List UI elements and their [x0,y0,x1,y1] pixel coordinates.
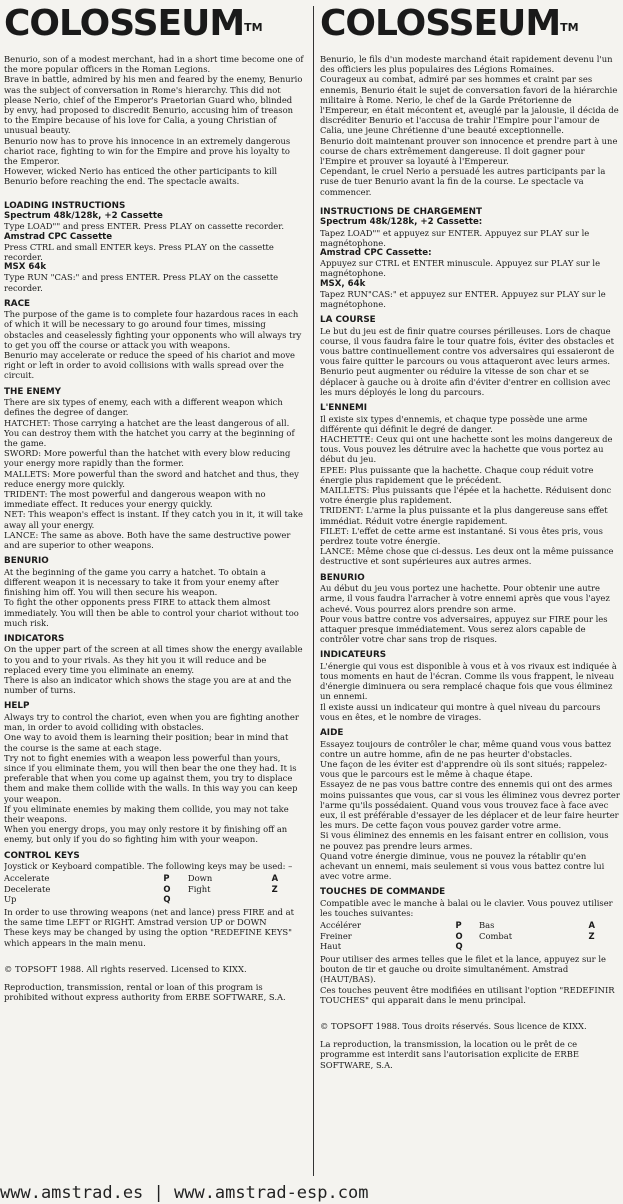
help-text: Always try to control the chariot, even when you are fighting another man, in order to avoid colliding with obstacles. [4,711,299,733]
race-text: Benurio may accelerate or reduce the speed of his chariot and move right or left in order to avoid collisions with walls spread over the circuit. [4,350,296,381]
enemy-text: Il existe six types d'ennemis, et chaque type possède une arme différente qui définit le degré de danger. [320,413,588,434]
help-text: Une façon de les éviter est d'apprendre où ils sont situés; rappelez-vous que le parcours est le même à chaque étape. [320,758,608,780]
race-text: Le but du jeu est de finir quatre courses périlleuses. Lors de chaque course, il vous faudra faire le tour quatre fois, éviter des obstacles et vous battre continuellement contre vos adversaires qui essaieront de vous faire quitter le parcours ou vous attaqueront avec leurs armes. [320,325,615,367]
intro-paragraph: Courageux au combat, admiré par ses hommes et craint par ses ennemis, Benurio était le sujet de conversation favori de la hiérarchie militaire à Rome. Nerio, le chef de la Garde Prétorienne de l'Empereur, en était mécontent et, aveuglé par la jalousie, il décida de discréditer Benurio et l'accusa de trahir l'Empire pour l'amour de Calia, une jeune Chrétienne d'une beauté exceptionnelle. [320,74,619,136]
website-footer: www.amstrad.es | www.amstrad-esp.com [0,1182,623,1204]
loading-heading: INSTRUCTIONS DE CHARGEMENT [320,206,482,217]
controls-text: Pour utiliser des armes telles que le filet et la lance, appuyez sur le bouton de tir et gauche ou droite simultanément. Amstrad (HAUT/BAS). [320,953,606,985]
control-keys-table [320,920,610,951]
controls-text: These keys may be changed by using the option "REDEFINE KEYS" which appears in the main menu. [4,927,292,948]
spectrum-title: Spectrum 48k/128k, +2 Cassette [4,211,163,222]
enemy-heading: THE ENEMY [4,386,61,397]
enemy-weapon-lance: LANCE: Même chose que ci-dessus. Les deux ont la même puissance destructive et sont supérieures aux autres armes. [320,546,614,567]
enemy-weapon-trident: TRIDENT: The most powerful and dangerous weapon with no immediate effect. It reduces your energy quickly. [4,489,266,510]
table-row: Freiner O Combat Z [320,930,595,941]
enemy-weapon-lance: LANCE: The same as above. Both have the same destructive power and are superior to other weapons. [4,529,291,551]
intro-paragraph: Cependant, le cruel Nerio a persuadé les autres participants par la ruse de tuer Benurio avant la fin de la course. Le spectacle va commencer. [320,166,606,197]
enemy-heading: L'ENNEMI [320,403,368,414]
msx-title: MSX, 64k [320,278,366,289]
help-text: If you eliminate enemies by making them collide, you may not take their weapons. [4,803,289,824]
benurio-text: Au début du jeu vous portez une hachette. Pour obtenir une autre arme, il vous faudra l'arracher à votre ennemi après que vous l'ayez achevé. Vous pourrez alors prendre son arme. [320,583,610,614]
intro-paragraph: Benurio, son of a modest merchant, had in a short time become one of the more popular officers in the Roman Legions. [4,54,304,75]
copyright-notice: © TOPSOFT 1988. Tous droits réservés. Sous licence de KIXX. [320,1020,587,1031]
french-column [320,4,620,1179]
spectrum-text: Tapez LOAD"" et appuyez sur ENTER. Appuyez sur PLAY sur le magnétophone. [320,227,590,248]
controls-text: Ces touches peuvent être modifiées en utilisant l'option "REDEFINIR TOUCHES" qui apparait dans le menu principal. [320,984,615,1005]
game-title: COLOSSEUM™ [320,4,579,44]
intro-paragraph: Brave in battle, admired by his men and feared by the enemy, Benurio was the subject of conversation in Rome's hierarchy. This did not please Nerio, chief of the Emperor's Praetorian Guard who, blinded by envy, had proposed to discredit Benurio, accusing him of treason to the Empire because of his love for Calia, a young Christian of unusual beauty. [4,74,303,136]
help-text: When you energy drops, you may only restore it by finishing off an enemy, but only if you do so fighting him with your weapon. [4,824,288,845]
game-title: COLOSSEUM™ [4,4,263,44]
legal-notice: La reproduction, la transmission, la location ou le prêt de ce programme est interdit sans l'autorisation explicite de ERBE SOFTWARE, S.A. [320,1039,579,1070]
indicators-text: Il existe aussi un indicateur qui montre à quel niveau du parcours vous en êtes, et le nombre de virages. [320,701,601,722]
controls-intro: Joystick or Keyboard compatible. The following keys may be used: – [4,861,293,872]
help-text: Si vous éliminez des ennemis en les faisant entrer en collision, vous ne pouvez pas prendre leurs armes. [320,830,609,851]
msx-text: Type RUN "CAS:" and press ENTER. Press PLAY on the cassette recorder. [4,272,279,293]
race-text: Benurio peut augmenter ou réduire la vitesse de son char et se déplacer à gauche ou à droite afin d'éviter d'entrer en collision avec les murs déployés le long du parcours. [320,366,611,397]
benurio-heading: BENURIO [4,556,49,567]
table-row: Accelerate P Down A [4,873,279,884]
help-text: Essayez toujours de contrôler le char, même quand vous vous battez contre un autre homme, afin de ne pas heurter d'obstacles. [320,738,612,759]
table-row: Up Q [4,893,171,904]
intro-paragraph: Benurio now has to prove his innocence in an extremely dangerous chariot race, fighting to win for the Empire and prove his loyalty to the Emperor. [4,135,291,167]
help-text: One way to avoid them is learning their position; bear in mind that the course is the same at each stage. [4,732,289,753]
enemy-weapon-hatchet: HATCHET: Those carrying a hatchet are the least dangerous of all. You can destroy them with the hatchet you carry at the beginning of the game. [4,417,295,448]
control-keys-table [4,873,294,904]
column-divider [313,6,314,1176]
msx-text: Tapez RUN"CAS:" et appuyez sur ENTER. Appuyez sur PLAY sur le magnétophone. [320,288,606,309]
help-text: Try not to fight enemies with a weapon less powerful than yours, since if you eliminate them, you will then bear the one they had. It is preferable that when you come up against them, you try to displace them and make them collide with the walls. In this way you can keep your weapon. [4,752,298,804]
indicators-heading: INDICATORS [4,633,65,644]
enemy-weapon-hatchet: HACHETTE: Ceux qui ont une hachette sont les moins dangereux de tous. Vous pouvez les détruire avec la hachette que vous portez au début du jeu. [320,434,613,465]
indicators-text: L'énergie qui vous est disponible à vous et à vos rivaux est indiquée à tous moments en haut de l'écran. Comme ils vous frappent, le niveau d'énergie diminuera ou sera remplacé chaque fois que vous éliminez un ennemi. [320,660,617,702]
enemy-weapon-mallets: MAILLETS: Plus puissants que l'épée et la hachette. Réduisent donc votre énergie plus rapidement. [320,485,612,506]
amstrad-title: Amstrad CPC Cassette [4,231,113,242]
table-row: Accélérer P Bas A [320,920,596,931]
enemy-weapon-net: FILET: L'effet de cette arme est instantané. Si vous êtes pris, vous perdrez toute votre énergie. [320,525,603,547]
race-heading: LA COURSE [320,315,376,326]
legal-notice: Reproduction, transmission, rental or loan of this program is prohibited without express authority from ERBE SOFTWARE, S.A. [4,981,286,1003]
enemy-weapon-net: NET: This weapon's effect is instant. If they catch you in it, it will take away all your energy. [4,509,303,530]
intro-paragraph: However, wicked Nerio has enticed the other participants to kill Benurio before reaching the end. The spectacle awaits. [4,166,278,187]
benurio-text: At the beginning of the game you carry a hatchet. To obtain a different weapon it is necessary to take it from your enemy after finishing him off. You will then secure his weapon. [4,566,279,598]
enemy-weapon-trident: TRIDENT: L'arme la plus puissante et la plus dangereuse sans effet immédiat. Réduit votre énergie rapidement. [320,505,608,526]
help-heading: HELP [4,701,30,712]
enemy-text: There are six types of enemy, each with a different weapon which defines the degree of danger. [4,397,283,418]
help-heading: AIDE [320,728,344,739]
benurio-text: Pour vous battre contre vos adversaires, appuyez sur FIRE pour les attaquer presque immédiatement. Vous serez alors capable de contrôler votre char sans trop de risques. [320,613,608,645]
controls-heading: CONTROL KEYS [4,850,80,861]
benurio-text: To fight the other opponents press FIRE to attack them almost immediately. You will then be able to control your chariot without too much risk. [4,597,299,628]
amstrad-title: Amstrad CPC Cassette: [320,247,432,258]
enemy-weapon-mallets: MALLETS: More powerful than the sword and hatchet and thus, they reduce energy more quickly. [4,468,299,489]
controls-intro: Compatible avec le manche à balai ou le clavier. Vous pouvez utiliser les touches suivantes: [320,897,613,919]
help-text: Essayez de ne pas vous battre contre des ennemis qui ont des armes moins puissantes que vous, car si vous les éliminez vous devrez porter l'arme qu'ils possédaient. Quand vous vous trouvez face à face avec eux, il est préférable d'essayer de les déplacer et de leur faire heurter les murs. De cette façon vous pouvez garder votre arme. [320,779,620,831]
indicators-text: On the upper part of the screen at all times show the energy available to you and to your rivals. As they hit you it will reduce and be replaced every time you eliminate an enemy. [4,644,303,675]
indicators-heading: INDICATEURS [320,650,387,661]
table-row: Decelerate O Fight Z [4,883,278,894]
table-row: Haut Q [320,940,463,951]
intro-paragraph: Benurio doit maintenant prouver son innocence et prendre part à une course de chars extrêmement dangereuse. Il doit gagner pour l'Empire et prouver sa loyauté à l'Empereur. [320,135,618,167]
loading-heading: LOADING INSTRUCTIONS [4,200,126,211]
intro-paragraph: Benurio, le fils d'un modeste marchand était rapidement devenu l'un des officiers les plus populaires des Légions Romaines. [320,54,613,75]
spectrum-title: Spectrum 48k/128k, +2 Cassette: [320,217,483,228]
help-text: Quand votre énergie diminue, vous ne pouvez la rétablir qu'en achevant un ennemi, mais seulement si vous vous battez contre lui avec votre arme. [320,850,605,882]
copyright-notice: © TOPSOFT 1988. All rights reserved. Licensed to KIXX. [4,963,247,974]
amstrad-text: Press CTRL and small ENTER keys. Press PLAY on the cassette recorder. [4,241,274,262]
spectrum-text: Type LOAD"" and press ENTER. Press PLAY on cassette recorder. [4,221,285,232]
race-heading: RACE [4,298,31,309]
indicators-text: There is also an indicator which shows the stage you are at and the number of turns. [4,675,292,696]
benurio-heading: BENURIO [320,572,365,583]
english-column [4,4,304,1179]
msx-title: MSX 64k [4,262,47,273]
enemy-weapon-sword: EPEE: Plus puissante que la hachette. Chaque coup réduit votre énergie plus rapidement que le précédent. [320,464,594,485]
enemy-weapon-sword: SWORD: More powerful than the hatchet with every blow reducing your energy more rapidly than the former. [4,448,291,469]
amstrad-text: Appuyez sur CTRL et ENTER minuscule. Appuyez sur PLAY sur le magnétophone. [320,258,601,279]
controls-text: In order to use throwing weapons (net and lance) press FIRE and at the same time LEFT or RIGHT. Amstrad version UP or DOWN [4,906,294,928]
controls-heading: TOUCHES DE COMMANDE [320,887,446,898]
race-text: The purpose of the game is to complete four hazardous races in each of which it will be necessary to go around four times, missing obstacles and ceaselessly fighting your opponents who will always try to get you off the course or attack you with weapons. [4,309,302,350]
